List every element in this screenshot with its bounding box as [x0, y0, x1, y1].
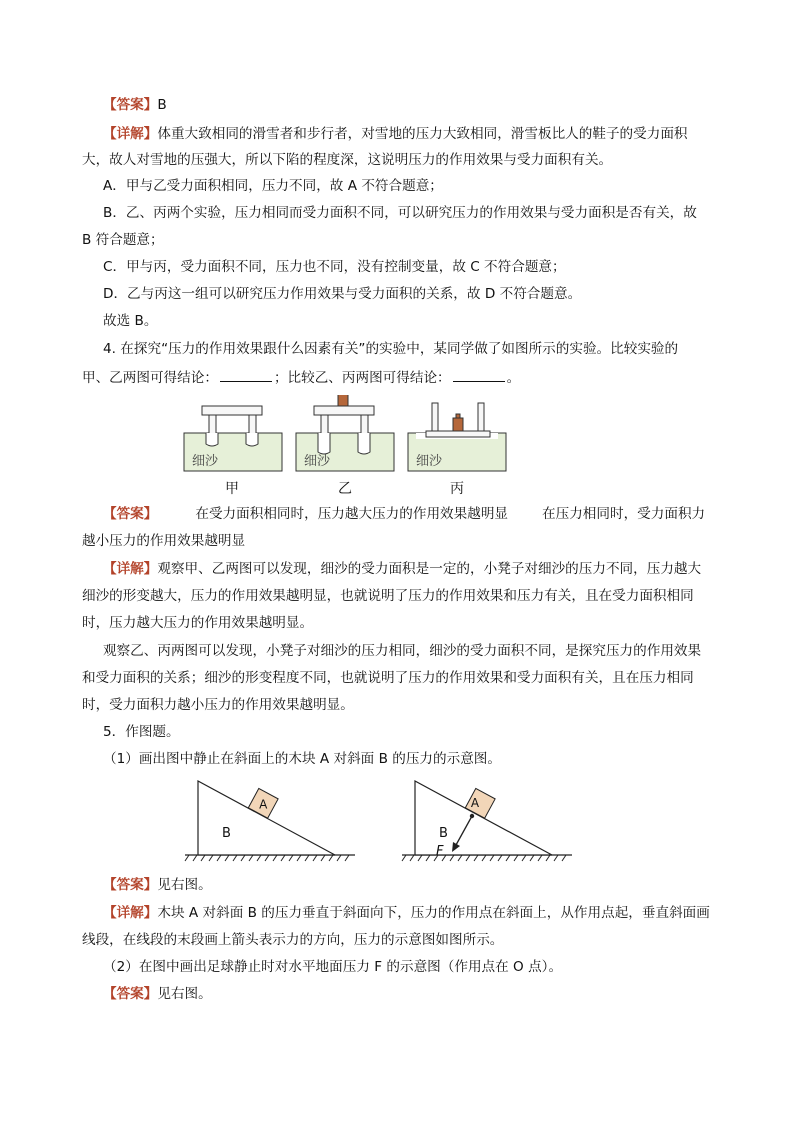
q4-detail-line-6: 时，受力面积力越小压力的作用效果越明显。 — [82, 697, 354, 713]
q5-sub-question-2: （2）在图中画出足球静止时对水平地面压力 F 的示意图（作用点在 O 点）。 — [103, 959, 563, 975]
detail-tag: 【详解】 — [103, 561, 158, 577]
q3-answer — [103, 96, 167, 114]
answer-tag: 【答案】 — [103, 506, 158, 522]
sand-label-jia: 细沙 — [192, 454, 219, 469]
block-label: A — [259, 797, 268, 812]
sand-label-yi: 细沙 — [304, 454, 331, 469]
q4-stem-line-2 — [82, 367, 520, 387]
q3-detail-line-1 — [103, 125, 688, 143]
answer-tag: 【答案】 — [103, 986, 158, 1002]
q4-detail-line-3: 时，压力越大压力的作用效果越明显。 — [82, 615, 314, 631]
sand-label-bing: 细沙 — [416, 454, 443, 469]
detail-text: 观察甲、乙两图可以发现，细沙的受力面积是一定的，小凳子对细沙的压力不同，压力越大 — [157, 561, 702, 577]
q4-detail-line-4: 观察乙、丙两图可以发现，小凳子对细沙的压力相同，细沙的受力面积不同，是探究压力的作用效果 — [103, 643, 702, 659]
q5-answer-2 — [103, 985, 212, 1003]
q4-detail-line-5: 和受力面积的关系；细沙的形变程度不同，也就说明了压力的作用效果和受力面积有关，且在压力相同 — [82, 670, 694, 686]
q5-detail-line-1 — [103, 904, 710, 922]
q5-title: 5．作图题。 — [103, 724, 180, 740]
stem-text: ；比较乙、丙两图可得结论： — [273, 370, 451, 386]
figure-label-jia: 甲 — [225, 481, 239, 497]
q3-option-d: D．乙与丙这一组可以研究压力作用效果与受力面积的关系，故 D 不符合题意。 — [103, 286, 582, 302]
detail-tag: 【详解】 — [103, 905, 158, 921]
answer-text-2: 在压力相同时，受力面积力 — [542, 506, 706, 522]
q3-option-b-line-2: B 符合题意； — [82, 232, 164, 248]
slope-label: B — [222, 826, 231, 841]
q3-option-c: C．甲与丙，受力面积不同，压力也不同，没有控制变量，故 C 不符合题意； — [103, 259, 566, 275]
q4-answer-line-1 — [103, 505, 705, 523]
sand-experiment-figure — [180, 395, 510, 500]
answer-text: 见右图。 — [157, 986, 212, 1002]
q4-answer-line-2: 越小压力的作用效果越明显 — [82, 533, 246, 549]
answer-tag: 【答案】 — [103, 97, 158, 113]
q3-option-b-line-1: B．乙、丙两个实验，压力相同而受力面积不同，可以研究压力的作用效果与受力面积是否有关，故 — [103, 205, 697, 221]
answer-text: 见右图。 — [157, 877, 212, 893]
answer-text-1: 在受力面积相同时，压力越大压力的作用效果越明显 — [195, 506, 509, 522]
stem-text: 。 — [506, 370, 521, 386]
incline-figure-question — [185, 781, 355, 861]
block-label-answer: A — [470, 796, 480, 810]
q4-detail-line-1 — [103, 560, 701, 578]
figure-label-yi: 乙 — [338, 481, 352, 497]
answer-text: B — [157, 97, 167, 113]
figure-label-bing: 丙 — [450, 481, 464, 497]
q3-option-a: A．甲与乙受力面积相同，压力不同，故 A 不符合题意； — [103, 178, 443, 194]
q4-detail-line-2: 细沙的形变越大，压力的作用效果越明显，也就说明了压力的作用效果和压力有关，且在受力面积相同 — [82, 588, 694, 604]
q3-detail-line-2: 大，故人对雪地的压强大，所以下陷的程度深，这说明压力的作用效果与受力面积有关。 — [82, 152, 613, 168]
q5-answer-1 — [103, 876, 212, 894]
force-label: F — [436, 844, 444, 859]
stem-text: 甲、乙两图可得结论： — [82, 370, 218, 386]
slope-label-answer: B — [439, 826, 448, 841]
q5-sub-question-1: （1）画出图中静止在斜面上的木块 A 对斜面 B 的压力的示意图。 — [103, 751, 501, 767]
q5-detail-line-2: 线段，在线段的末段画上箭头表示力的方向，压力的示意图如图所示。 — [82, 932, 504, 948]
blank-1[interactable] — [220, 367, 272, 382]
blank-2[interactable] — [453, 367, 505, 382]
detail-text: 木块 A 对斜面 B 的压力垂直于斜面向下，压力的作用点在斜面上，从作用点起，垂直斜面画 — [157, 905, 710, 921]
q4-stem-line-1: 4. 在探究“压力的作用效果跟什么因素有关”的实验中，某同学做了如图所示的实验。比较实验的 — [103, 341, 679, 357]
answer-tag: 【答案】 — [103, 877, 158, 893]
q3-conclusion: 故选 B。 — [103, 313, 158, 329]
detail-text: 体重大致相同的滑雪者和步行者，对雪地的压力大致相同，滑雪板比人的鞋子的受力面积 — [157, 126, 688, 142]
incline-figures — [180, 775, 580, 865]
detail-tag: 【详解】 — [103, 126, 158, 142]
incline-figure-answer — [402, 781, 572, 861]
